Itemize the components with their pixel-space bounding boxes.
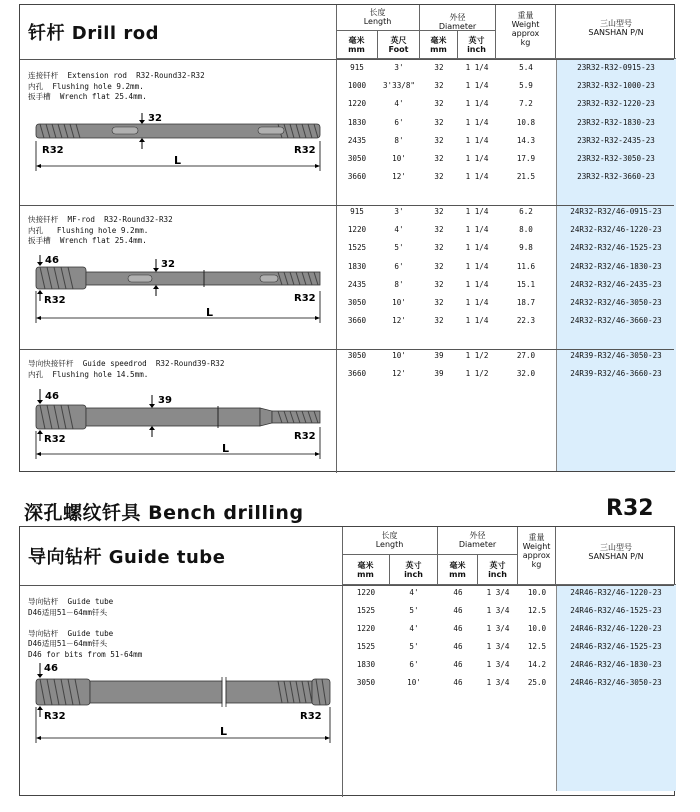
- cell-kg: 7.2: [519, 99, 533, 109]
- cell-din: 1 1/4: [465, 279, 489, 289]
- cell-dmm: 32: [434, 172, 444, 182]
- cell-kg: 21.5: [516, 172, 536, 182]
- cell-pn: 24R46-R32/46-1525-23: [570, 642, 662, 651]
- cell-ft: 10': [392, 154, 406, 163]
- cell-mm: 1220: [356, 624, 376, 633]
- cell-mm: 1220: [347, 225, 367, 235]
- cell-pn: 24R32-R32/46-2435-23: [570, 279, 662, 289]
- cell-mm: 1525: [347, 243, 367, 253]
- left-thread-label: R32: [44, 711, 66, 722]
- cell-din: 1 1/4: [465, 117, 489, 127]
- mf-rod-desc: 快接钎杆 MF-rod R32-Round32-R32 内孔 Flushing hole 9.2mm. 扳手槽 Wrench flat 25.4mm.: [28, 215, 173, 245]
- cell-mm: 3050: [347, 154, 367, 163]
- cell-din: 1 3/4: [486, 642, 510, 651]
- length-label: L: [222, 442, 230, 455]
- cell-mm: 915: [350, 207, 364, 216]
- inch-header: 英寸 inch: [390, 555, 438, 585]
- cell-pn: 23R32-R32-0915-23: [577, 63, 655, 72]
- cell-ft: 4': [409, 624, 419, 633]
- cell-ft: 5': [409, 606, 419, 615]
- guide-tube-title: 导向钻杆 Guide tube: [28, 547, 226, 568]
- cell-pn: 23R32-R32-1000-23: [577, 81, 655, 91]
- cell-kg: 8.0: [519, 225, 533, 235]
- cell-ft: 8': [394, 279, 404, 289]
- cell-dmm: 32: [434, 316, 444, 326]
- cell-kg: 32.0: [516, 369, 536, 379]
- cell-pn: 23R32-R32-1220-23: [577, 99, 655, 109]
- diameter-header: 外径 Diameter: [420, 5, 496, 31]
- cell-ft: 4': [409, 588, 419, 597]
- cell-dmm: 32: [434, 207, 444, 216]
- cell-dmm: 32: [434, 135, 444, 145]
- right-thread-label: R32: [294, 145, 316, 156]
- cell-kg: 5.4: [519, 63, 533, 72]
- cell-din: 1 3/4: [486, 660, 510, 669]
- cell-mm: 1525: [356, 606, 376, 615]
- cell-mm: 2435: [347, 279, 367, 289]
- cell-ft: 12': [392, 172, 406, 182]
- left-thread-label: R32: [44, 295, 66, 306]
- cell-mm: 3050: [347, 351, 367, 360]
- cell-mm: 1830: [347, 261, 367, 271]
- cell-dmm: 39: [434, 351, 444, 360]
- cell-mm: 2435: [347, 135, 367, 145]
- cell-dmm: 32: [434, 261, 444, 271]
- cell-ft: 5': [409, 642, 419, 651]
- cell-pn: 24R32-R32/46-1830-23: [570, 261, 662, 271]
- left-thread-label: R32: [44, 434, 66, 445]
- cell-kg: 10.0: [527, 624, 547, 633]
- cell-din: 1 1/4: [465, 316, 489, 326]
- cell-pn: 23R32-R32-3050-23: [577, 154, 655, 163]
- left-thread-label: R32: [42, 145, 64, 156]
- cell-ft: 10': [392, 298, 406, 307]
- cell-ft: 10': [392, 351, 406, 360]
- cell-kg: 10.0: [527, 588, 547, 597]
- cell-din: 1 1/4: [465, 81, 489, 91]
- cell-pn: 24R32-R32/46-0915-23: [570, 207, 662, 216]
- cell-ft: 4': [394, 225, 404, 235]
- cell-din: 1 1/4: [465, 135, 489, 145]
- cell-ft: 5': [394, 243, 404, 253]
- cell-mm: 1000: [347, 81, 367, 91]
- cell-dmm: 32: [434, 243, 444, 253]
- dia-left-label: 46: [45, 255, 59, 266]
- cell-kg: 9.8: [519, 243, 533, 253]
- pn-column-bg: [556, 585, 676, 791]
- mm-header: 毫米 mm: [342, 555, 390, 585]
- cell-dmm: 46: [453, 606, 463, 615]
- dia-label: 32: [148, 113, 162, 124]
- bench-drilling-title: 深孔螺纹钎具 Bench drilling: [24, 502, 304, 524]
- dia-label: 32: [161, 259, 175, 270]
- extension-rod-diagram: [28, 109, 328, 179]
- cell-dmm: 32: [434, 63, 444, 72]
- foot-header: 英尺 Foot: [378, 31, 420, 59]
- cell-mm: 3660: [347, 172, 367, 182]
- cell-dmm: 32: [434, 117, 444, 127]
- diameter-header: 外径 Diameter: [438, 527, 518, 555]
- cell-mm: 3050: [347, 298, 367, 307]
- cell-mm: 1220: [347, 99, 367, 109]
- cell-kg: 12.5: [527, 606, 547, 615]
- cell-din: 1 1/4: [465, 261, 489, 271]
- extension-rod-desc: 连接钎杆 Extension rod R32-Round32-R32 内孔 Flushing hole 9.2mm. 扳手槽 Wrench flat 25.4mm.: [28, 71, 205, 101]
- length-header: 长度 Length: [336, 5, 420, 31]
- cell-mm: 1220: [356, 588, 376, 597]
- cell-kg: 5.9: [519, 81, 533, 91]
- inch2-header: 英寸 inch: [478, 555, 518, 585]
- inch-header: 英寸 inch: [458, 31, 496, 59]
- length-label: L: [220, 725, 228, 738]
- cell-ft: 3': [394, 63, 404, 72]
- cell-pn: 24R46-R32/46-1830-23: [570, 660, 662, 669]
- cell-pn: 24R32-R32/46-1220-23: [570, 225, 662, 235]
- cell-pn: 24R32-R32/46-3660-23: [570, 316, 662, 326]
- cell-pn: 24R39-R32/46-3050-23: [570, 351, 662, 360]
- cell-kg: 10.8: [516, 117, 536, 127]
- divider: [336, 5, 337, 473]
- guide-speedrod-desc: 导向快接钎杆 Guide speedrod R32-Round39-R32 内孔 Flushing hole 14.5mm.: [28, 359, 225, 379]
- mf-rod-diagram: [28, 251, 328, 331]
- cell-kg: 12.5: [527, 642, 547, 651]
- cell-ft: 6': [394, 117, 404, 127]
- right-thread-label: R32: [294, 431, 316, 442]
- cell-din: 1 3/4: [486, 678, 510, 687]
- weight-header: 重量 Weight approx kg: [496, 5, 556, 59]
- cell-dmm: 32: [434, 154, 444, 163]
- cell-din: 1 3/4: [486, 624, 510, 633]
- cell-din: 1 1/4: [465, 207, 489, 216]
- cell-din: 1 1/4: [465, 225, 489, 235]
- divider: [20, 349, 674, 350]
- cell-ft: 4': [394, 99, 404, 109]
- cell-pn: 24R39-R32/46-3660-23: [570, 369, 662, 379]
- cell-din: 1 3/4: [486, 588, 510, 597]
- cell-mm: 3660: [347, 316, 367, 326]
- cell-mm: 3050: [356, 678, 376, 687]
- dia-left-label: 46: [45, 391, 59, 402]
- cell-kg: 15.1: [516, 279, 536, 289]
- cell-kg: 17.9: [516, 154, 536, 163]
- cell-pn: 24R46-R32/46-1220-23: [570, 624, 662, 633]
- cell-din: 1 1/4: [465, 99, 489, 109]
- cell-mm: 1830: [347, 117, 367, 127]
- mm2-header: 毫米 mm: [438, 555, 478, 585]
- cell-mm: 915: [350, 63, 364, 72]
- cell-ft: 3'33/8": [382, 81, 415, 91]
- mm-header: 毫米 mm: [336, 31, 378, 59]
- cell-din: 1 1/2: [465, 351, 489, 360]
- right-thread-label: R32: [294, 293, 316, 304]
- divider: [20, 59, 674, 60]
- cell-mm: 1525: [356, 642, 376, 651]
- cell-ft: 6': [409, 660, 419, 669]
- cell-pn: 24R32-R32/46-1525-23: [570, 243, 662, 253]
- cell-pn: 23R32-R32-1830-23: [577, 117, 655, 127]
- drill-rod-table: [19, 4, 675, 472]
- cell-kg: 14.2: [527, 660, 547, 669]
- cell-kg: 14.3: [516, 135, 536, 145]
- cell-ft: 12': [392, 369, 406, 379]
- cell-din: 1 1/4: [465, 63, 489, 72]
- dia-left-label: 46: [44, 663, 58, 674]
- cell-din: 1 1/2: [465, 369, 489, 379]
- cell-ft: 8': [394, 135, 404, 145]
- cell-dmm: 32: [434, 81, 444, 91]
- guide-tube-diagram: [28, 659, 338, 749]
- cell-pn: 23R32-R32-2435-23: [577, 135, 655, 145]
- cell-din: 1 1/4: [465, 298, 489, 307]
- cell-din: 1 1/4: [465, 154, 489, 163]
- cell-pn: 23R32-R32-3660-23: [577, 172, 655, 182]
- dia-label: 39: [158, 395, 172, 406]
- cell-dmm: 46: [453, 642, 463, 651]
- cell-dmm: 39: [434, 369, 444, 379]
- length-header: 长度 Length: [342, 527, 438, 555]
- cell-mm: 3660: [347, 369, 367, 379]
- thread-code: R32: [606, 496, 654, 521]
- length-label: L: [174, 154, 182, 167]
- cell-dmm: 32: [434, 279, 444, 289]
- guide-tube-table: [19, 526, 675, 796]
- cell-kg: 6.2: [519, 207, 533, 216]
- cell-kg: 22.3: [516, 316, 536, 326]
- cell-dmm: 32: [434, 298, 444, 307]
- guide-speedrod-diagram: [28, 387, 328, 467]
- cell-kg: 11.6: [516, 261, 536, 271]
- cell-pn: 24R46-R32/46-3050-23: [570, 678, 662, 687]
- mm2-header: 毫米 mm: [420, 31, 458, 59]
- right-thread-label: R32: [300, 711, 322, 722]
- cell-din: 1 3/4: [486, 606, 510, 615]
- cell-dmm: 46: [453, 678, 463, 687]
- cell-dmm: 32: [434, 99, 444, 109]
- cell-din: 1 1/4: [465, 243, 489, 253]
- cell-kg: 18.7: [516, 298, 536, 307]
- weight-header: 重量 Weight approx kg: [518, 527, 556, 585]
- cell-kg: 25.0: [527, 678, 547, 687]
- length-label: L: [206, 306, 214, 319]
- cell-ft: 12': [392, 316, 406, 326]
- cell-dmm: 46: [453, 660, 463, 669]
- cell-dmm: 46: [453, 624, 463, 633]
- cell-pn: 24R46-R32/46-1525-23: [570, 606, 662, 615]
- cell-ft: 6': [394, 261, 404, 271]
- divider: [20, 205, 674, 206]
- guide-tube-desc: 导向钻杆 Guide tube D46适用51－64mm钎头 导向钻杆 Guide tube D46适用51－64mm钎头 D46 for bits from 51-64mm: [28, 597, 143, 659]
- cell-pn: 24R32-R32/46-3050-23: [570, 298, 662, 307]
- cell-dmm: 32: [434, 225, 444, 235]
- drill-rod-title: 钎杆 Drill rod: [28, 23, 159, 44]
- cell-ft: 10': [407, 678, 421, 687]
- cell-kg: 27.0: [516, 351, 536, 360]
- cell-pn: 24R46-R32/46-1220-23: [570, 588, 662, 597]
- cell-mm: 1830: [356, 660, 376, 669]
- pn-header: 三山型号 SANSHAN P/N: [556, 5, 676, 59]
- cell-din: 1 1/4: [465, 172, 489, 182]
- cell-ft: 3': [394, 207, 404, 216]
- pn-header: 三山型号 SANSHAN P/N: [556, 527, 676, 585]
- cell-dmm: 46: [453, 588, 463, 597]
- divider: [20, 585, 674, 586]
